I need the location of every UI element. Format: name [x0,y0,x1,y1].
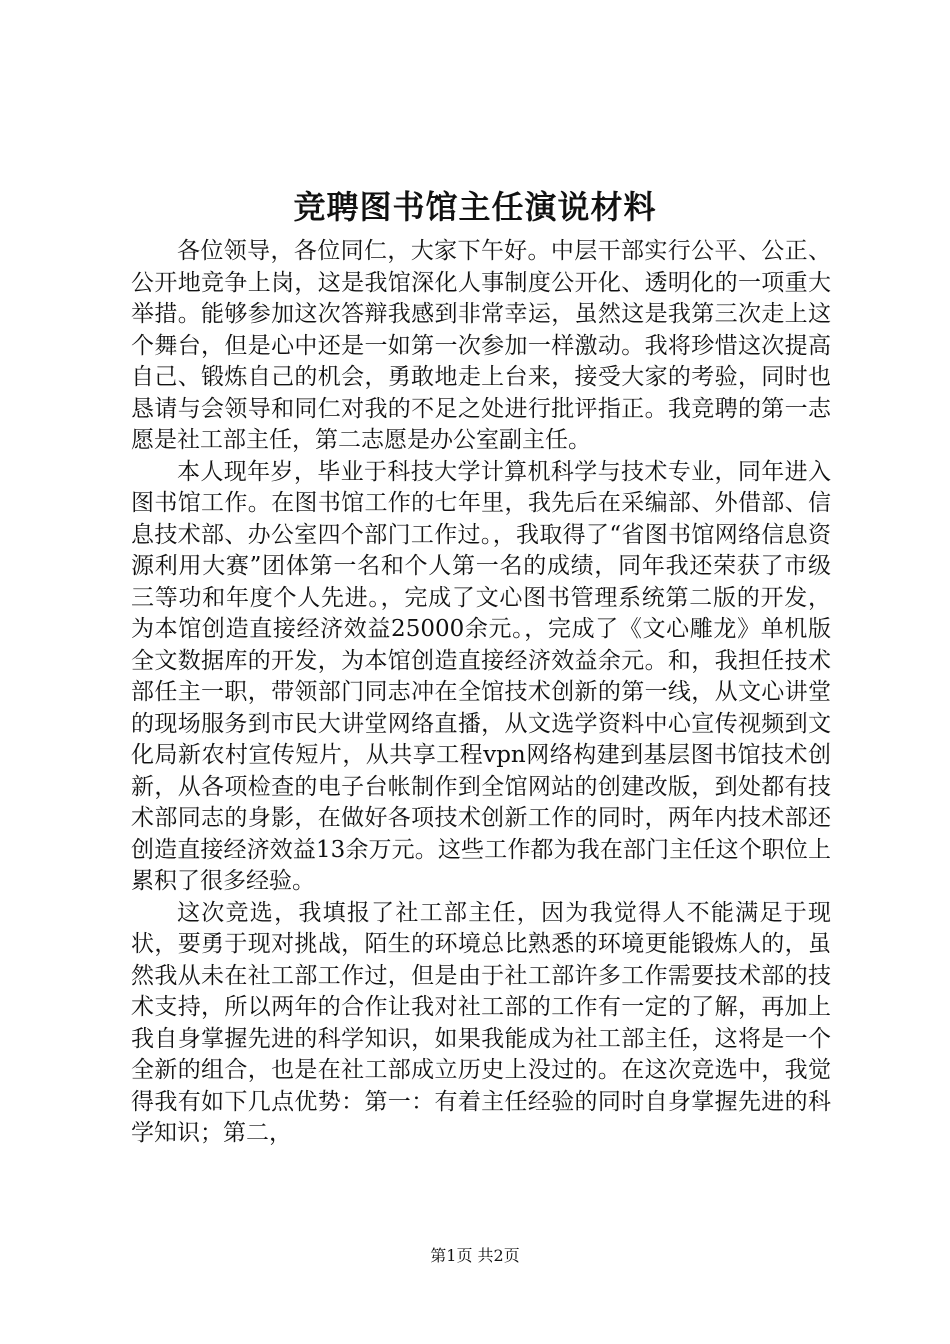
page-number-footer: 第1页 共2页 [430,1246,520,1265]
document-body [131,236,831,1150]
document-title: 竞聘图书馆主任演说材料 [293,188,657,226]
paragraph-1: 各位领导，各位同仁，大家下午好。中层干部实行公平、公正、公开地竞争上岗，这是我馆深化人事制度公开化、透明化的一项重大举措。能够参加这次答辩我感到非常幸运，虽然这是我第三次走上这个舞台，但是心中还是一如第一次参加一样激动。我将珍惜这次提高自己、锻炼自己的机会，勇敢地走上台来，接受大家的考验，同时也恳请与会领导和同仁对我的不足之处进行批评指正。我竞聘的第一志愿是社工部主任，第二志愿是办公室副主任。 [131,238,831,453]
paragraph-3: 这次竞选，我填报了社工部主任，因为我觉得人不能满足于现状，要勇于现对挑战，陌生的环境总比熟悉的环境更能锻炼人的，虽然我从未在社工部工作过，但是由于社工部许多工作需要技术部的技术支持，所以两年的合作让我对社工部的工作有一定的了解，再加上我自身掌握先进的科学知识，如果我能成为社工部主任，这将是一个全新的组合，也是在社工部成立历史上没过的。在这次竞选中，我觉得我有如下几点优势：第一：有着主任经验的同时自身掌握先进的科学知识；第二， [131,899,831,1146]
paragraph-2: 本人现年岁，毕业于科技大学计算机科学与技术专业，同年进入图书馆工作。在图书馆工作的七年里，我先后在采编部、外借部、信息技术部、办公室四个部门工作过。，我取得了“省图书馆网络信息资源利用大赛”团体第一名和个人第一名的成绩，同年我还荣获了市级三等功和年度个人先进。，完成了文心图书管理系统第二版的开发，为本馆创造直接经济效益25000余元。，完成了《文心雕龙》单机版全文数据库的开发，为本馆创造直接经济效益余元。和，我担任技术部任主一职，带领部门同志冲在全馆技术创新的第一线，从文心讲堂的现场服务到市民大讲堂网络直播，从文选学资料中心宣传视频到文化局新农村宣传短片，从共享工程vpn网络构建到基层图书馆技术创新，从各项检查的电子台帐制作到全馆网站的创建改版，到处都有技术部同志的身影，在做好各项技术创新工作的同时，两年内技术部还创造直接经济效益13余万元。这些工作都为我在部门主任这个职位上累积了很多经验。 [131,458,831,894]
